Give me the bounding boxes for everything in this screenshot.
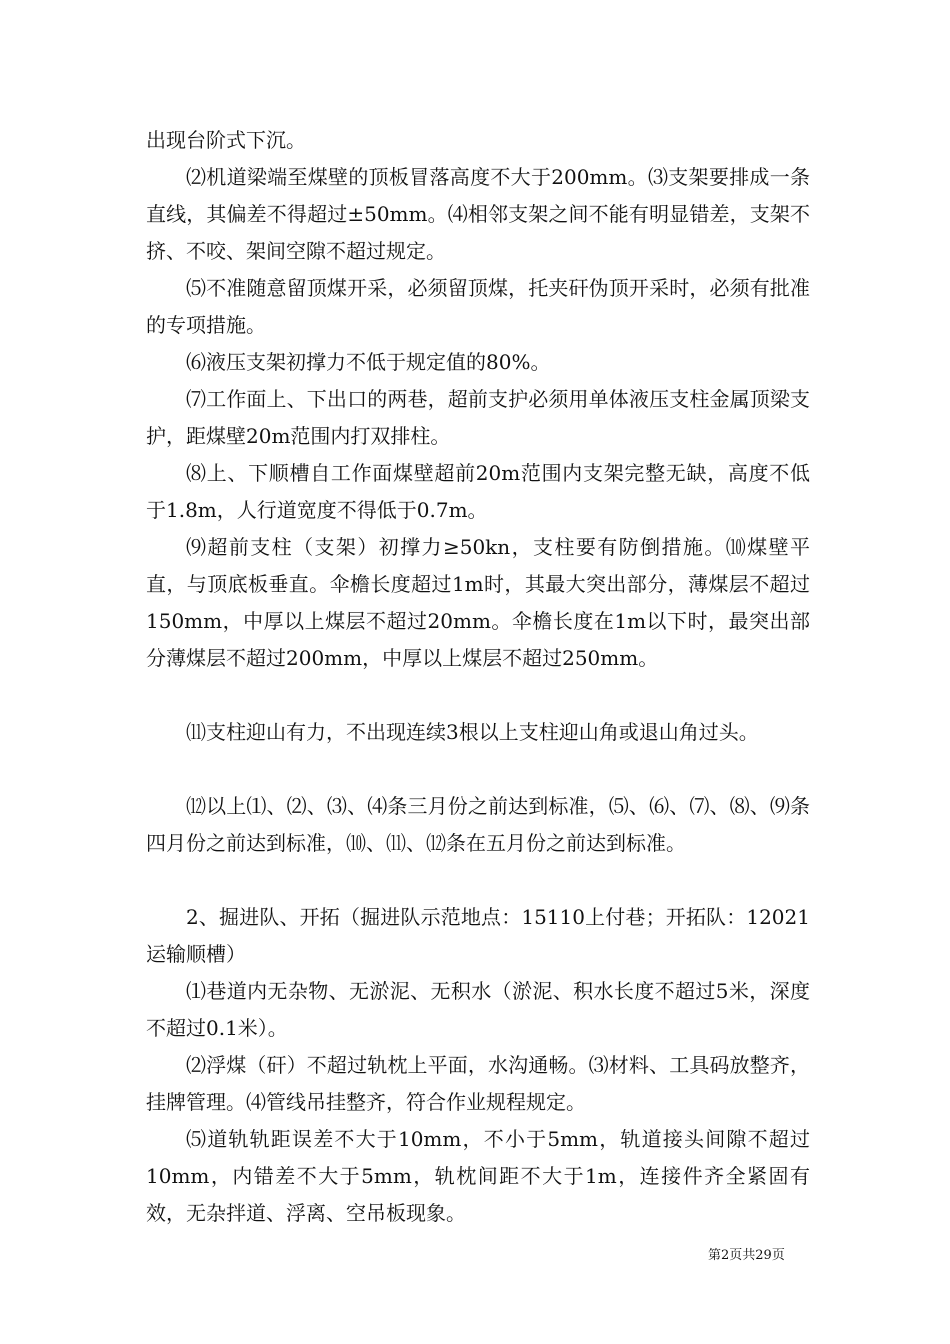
paragraph-4: ⑹液压支架初撑力不低于规定值的80%。 [186,350,551,374]
page-footer: 第2页共29页 [708,1248,785,1263]
paragraph-12: ⑵浮煤（矸）不超过轨枕上平面，水沟通畅。⑶材料、工具码放整齐，挂牌管理。⑷管线吊挂整齐，符合作业规程规定。 [146,1053,810,1114]
paragraph-13: ⑸道轨轨距误差不大于10mm，不小于5mm，轨道接头间隙不超过10mm，内错差不大于5mm，轨枕间距不大于1m，连接件齐全紧固有效，无杂拌道、浮离、空吊板现象。 [146,1127,810,1225]
paragraph-9: ⑿以上⑴、⑵、⑶、⑷条三月份之前达到标准，⑸、⑹、⑺、⑻、⑼条四月份之前达到标准，⑽、⑾、⑿条在五月份之前达到标准。 [146,794,810,855]
paragraph-10: 2、掘进队、开拓（掘进队示范地点：15110上付巷；开拓队：12021运输顺槽） [146,905,810,966]
paragraph-3: ⑸不准随意留顶煤开采，必须留顶煤，托夹矸伪顶开采时，必须有批准的专项措施。 [146,276,810,337]
paragraph-2: ⑵机道梁端至煤壁的顶板冒落高度不大于200mm。⑶支架要排成一条直线，其偏差不得超过±50mm。⑷相邻支架之间不能有明显错差，支架不挤、不咬、架间空隙不超过规定。 [146,165,810,263]
paragraph-7: ⑼超前支柱（支架）初撑力≥50kn，支柱要有防倒措施。⑽煤壁平直，与顶底板垂直。伞檐长度超过1m时，其最大突出部分，薄煤层不超过150mm，中厚以上煤层不超过20mm。伞檐长度在1m以下时，最突出部分薄煤层不超过200mm，中厚以上煤层不超过250mm。 [146,535,810,670]
paragraph-6: ⑻上、下顺槽自工作面煤壁超前20m范围内支架完整无缺，高度不低于1.8m，人行道宽度不得低于0.7m。 [146,461,810,522]
paragraph-11: ⑴巷道内无杂物、无淤泥、无积水（淤泥、积水长度不超过5米，深度不超过0.1米）。 [146,979,810,1040]
paragraph-5: ⑺工作面上、下出口的两巷，超前支护必须用单体液压支柱金属顶梁支护，距煤壁20m范围内打双排柱。 [146,387,810,448]
paragraph-1: 出现台阶式下沉。 [146,128,306,152]
paragraph-8: ⑾支柱迎山有力，不出现连续3根以上支柱迎山角或退山角过头。 [186,720,759,744]
